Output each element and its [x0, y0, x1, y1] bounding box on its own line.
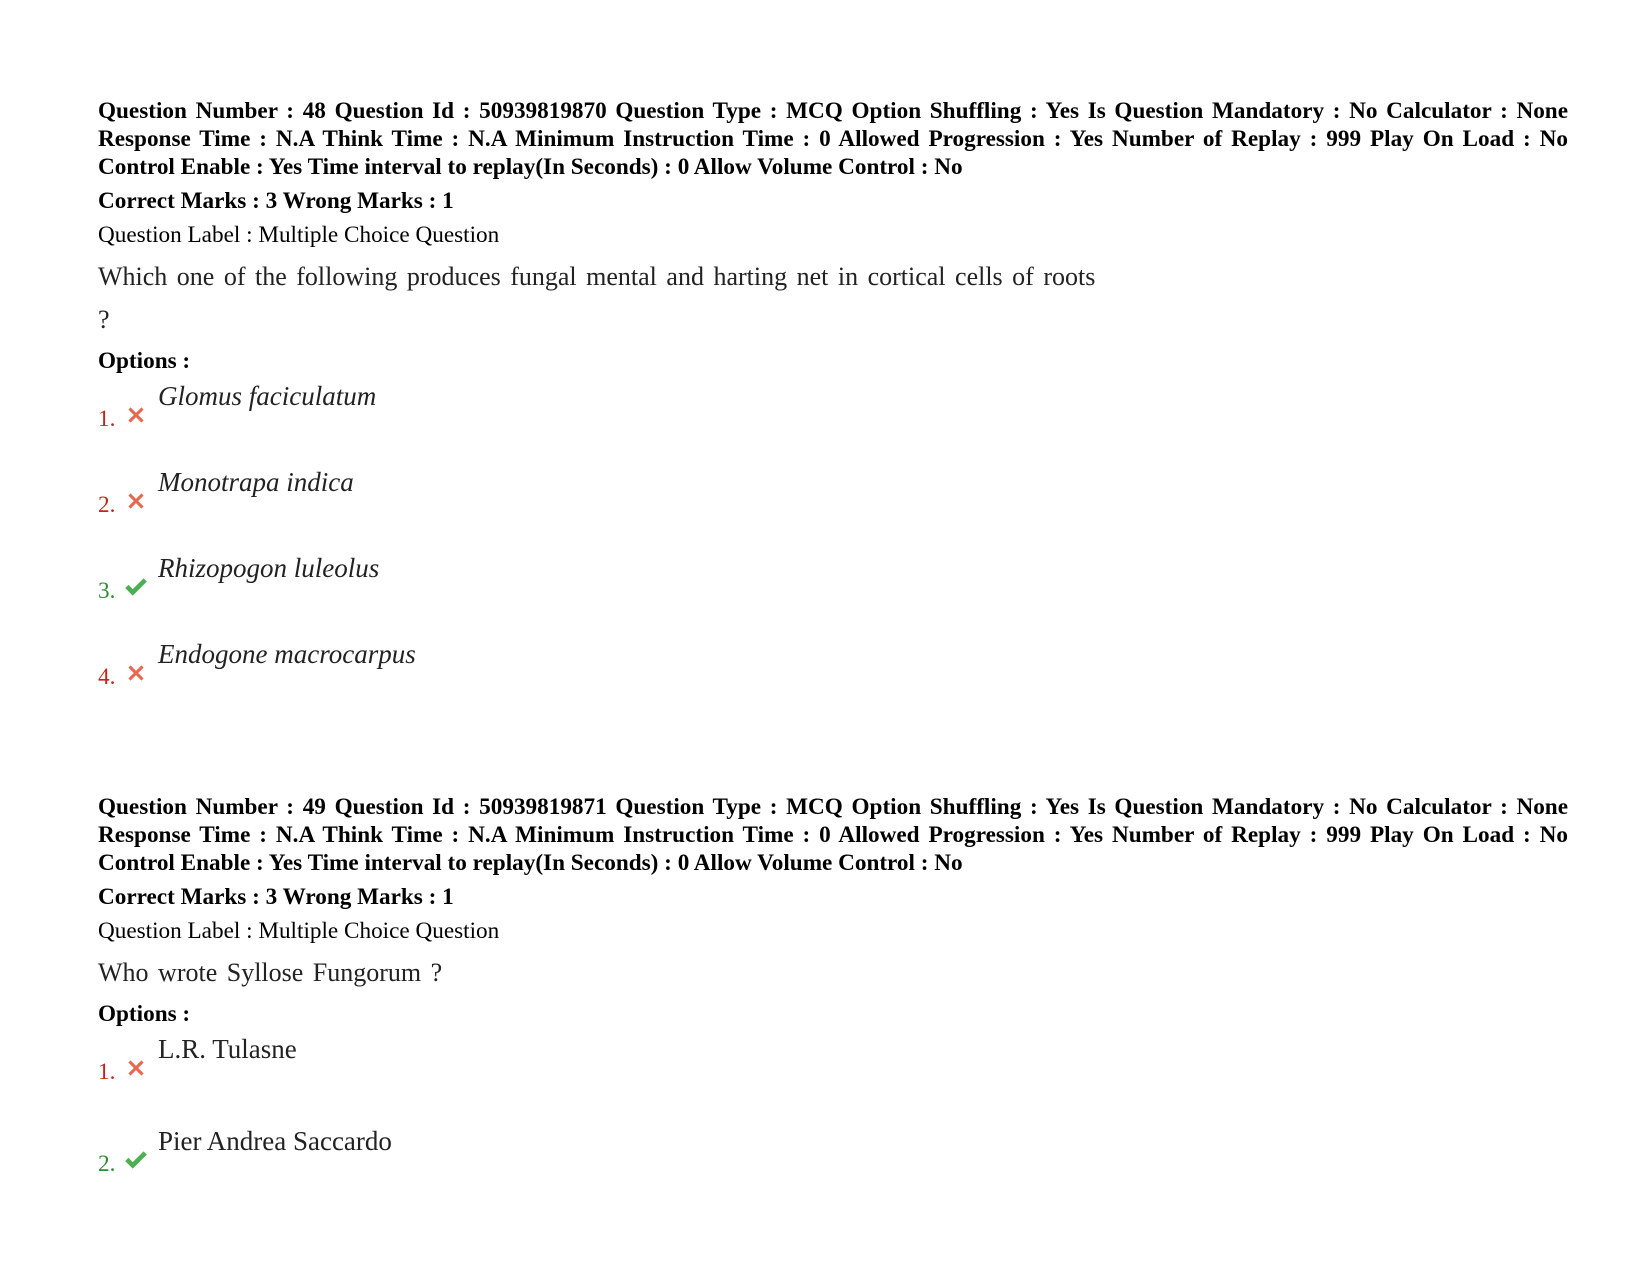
option-number: 2.	[98, 492, 116, 518]
option-item	[98, 375, 1568, 461]
option-number: 1.	[98, 1059, 116, 1085]
options-heading: Options :	[98, 1001, 191, 1027]
cross-icon	[123, 1055, 149, 1081]
cross-icon	[123, 402, 149, 428]
check-icon	[123, 1147, 149, 1173]
option-number: 3.	[98, 578, 116, 604]
question-metadata: Question Number : 49 Question Id : 50939819871 Question Type : MCQ Option Shuffling : Yes Is Question Mandatory : No Calculator : None Response Time : N.A Think Time : N.A Minimum Instruction Time : 0 Allowed Progression : Yes Number of Replay : 999 Play On Load : No Control Enable : Yes Time interval to replay(In Seconds) : 0 Allow Volume Control : No	[98, 794, 1568, 876]
option-text: Pier Andrea Saccardo	[158, 1126, 392, 1156]
question-label: Question Label : Multiple Choice Question	[98, 918, 500, 944]
options-list	[98, 375, 1568, 719]
options-heading: Options :	[98, 348, 191, 374]
option-item	[98, 633, 1568, 719]
question-text: Who wrote Syllose Fungorum ?	[98, 958, 443, 987]
question-metadata: Question Number : 48 Question Id : 50939819870 Question Type : MCQ Option Shuffling : Yes Is Question Mandatory : No Calculator : None Response Time : N.A Think Time : N.A Minimum Instruction Time : 0 Allowed Progression : Yes Number of Replay : 999 Play On Load : No Control Enable : Yes Time interval to replay(In Seconds) : 0 Allow Volume Control : No	[98, 98, 1568, 180]
question-text: Which one of the following produces fungal mental and harting net in cortical cells of roots ?	[98, 262, 1096, 334]
option-text: Monotrapa indica	[158, 467, 354, 497]
option-text: L.R. Tulasne	[158, 1034, 297, 1064]
question-block	[98, 97, 1568, 719]
option-text: Endogone macrocarpus	[158, 639, 416, 669]
option-item	[98, 461, 1568, 547]
option-number: 2.	[98, 1151, 116, 1177]
option-text: Glomus faciculatum	[158, 381, 377, 411]
option-item	[98, 1120, 1568, 1212]
check-icon	[123, 574, 149, 600]
question-marks: Correct Marks : 3 Wrong Marks : 1	[98, 188, 454, 214]
option-item	[98, 547, 1568, 633]
option-number: 1.	[98, 406, 116, 432]
cross-icon	[123, 488, 149, 514]
question-marks: Correct Marks : 3 Wrong Marks : 1	[98, 884, 454, 910]
option-item	[98, 1028, 1568, 1120]
cross-icon	[123, 660, 149, 686]
options-list	[98, 1028, 1568, 1212]
question-block	[98, 793, 1568, 1212]
option-number: 4.	[98, 664, 116, 690]
question-label: Question Label : Multiple Choice Question	[98, 222, 500, 248]
option-text: Rhizopogon luleolus	[158, 553, 380, 583]
